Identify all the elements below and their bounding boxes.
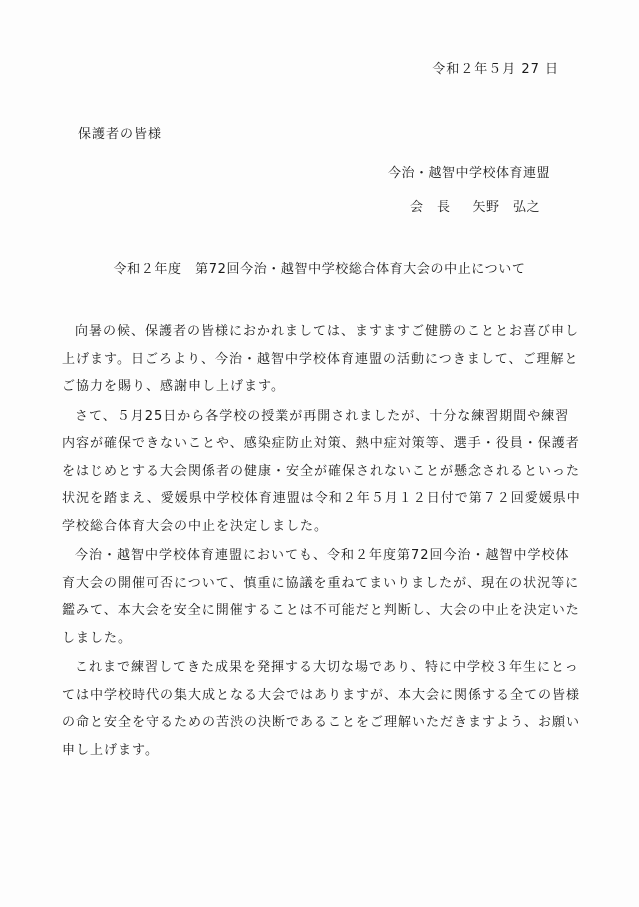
body-paragraph: 今治・越智中学校体育連盟においても、令和２年度第72回今治・越智中学校体育大会の開催可否について、慎重に協議を重ねてまいりましたが、現在の状況等に鑑みて、本大会を安全に開催することは不可能だと判断し、大会の中止を決定いたしました。 xyxy=(62,548,580,646)
body-paragraph: 向暑の候、保護者の皆様におかれましては、ますますご健勝のこととお喜び申し上げます。日ごろより、今治・越智中学校体育連盟の活動につきまして、ご理解とご協力を賜り、感謝申し上げます。 xyxy=(62,324,580,394)
sender-block xyxy=(388,157,550,225)
document-body xyxy=(62,318,582,766)
document-subject: 令和２年度 第72回今治・越智中学校総合体育大会の中止について xyxy=(113,262,526,277)
recipient-line: 保護者の皆様 xyxy=(78,127,163,142)
sender-name: 矢野 弘之 xyxy=(472,200,541,215)
sender-name-line xyxy=(388,191,550,225)
body-paragraph: さて、５月25日から各学校の授業が再開されましたが、十分な練習期間や練習内容が確保できないことや、感染症防止対策、熱中症対策等、選手・役員・保護者をはじめとする大会関係者の健康・安全が確保されないことが懸念されるといった状況を踏まえ、愛媛県中学校体育連盟は令和２年５月１２日付で第７２回愛媛県中学校総合体育大会の中止を決定しました。 xyxy=(62,408,581,534)
body-paragraph: これまで練習してきた成果を発揮する大切な場であり、特に中学校３年生にとっては中学校時代の集大成となる大会ではありますが、本大会に関係する全ての皆様の命と安全を守るための苦渋の決断であることをご理解いただきますよう、お願い申し上げます。 xyxy=(62,660,581,758)
document-date: 令和２年５月 27 日 xyxy=(432,62,559,77)
sender-title: 会 長 xyxy=(410,200,451,215)
sender-organization: 今治・越智中学校体育連盟 xyxy=(388,166,551,181)
